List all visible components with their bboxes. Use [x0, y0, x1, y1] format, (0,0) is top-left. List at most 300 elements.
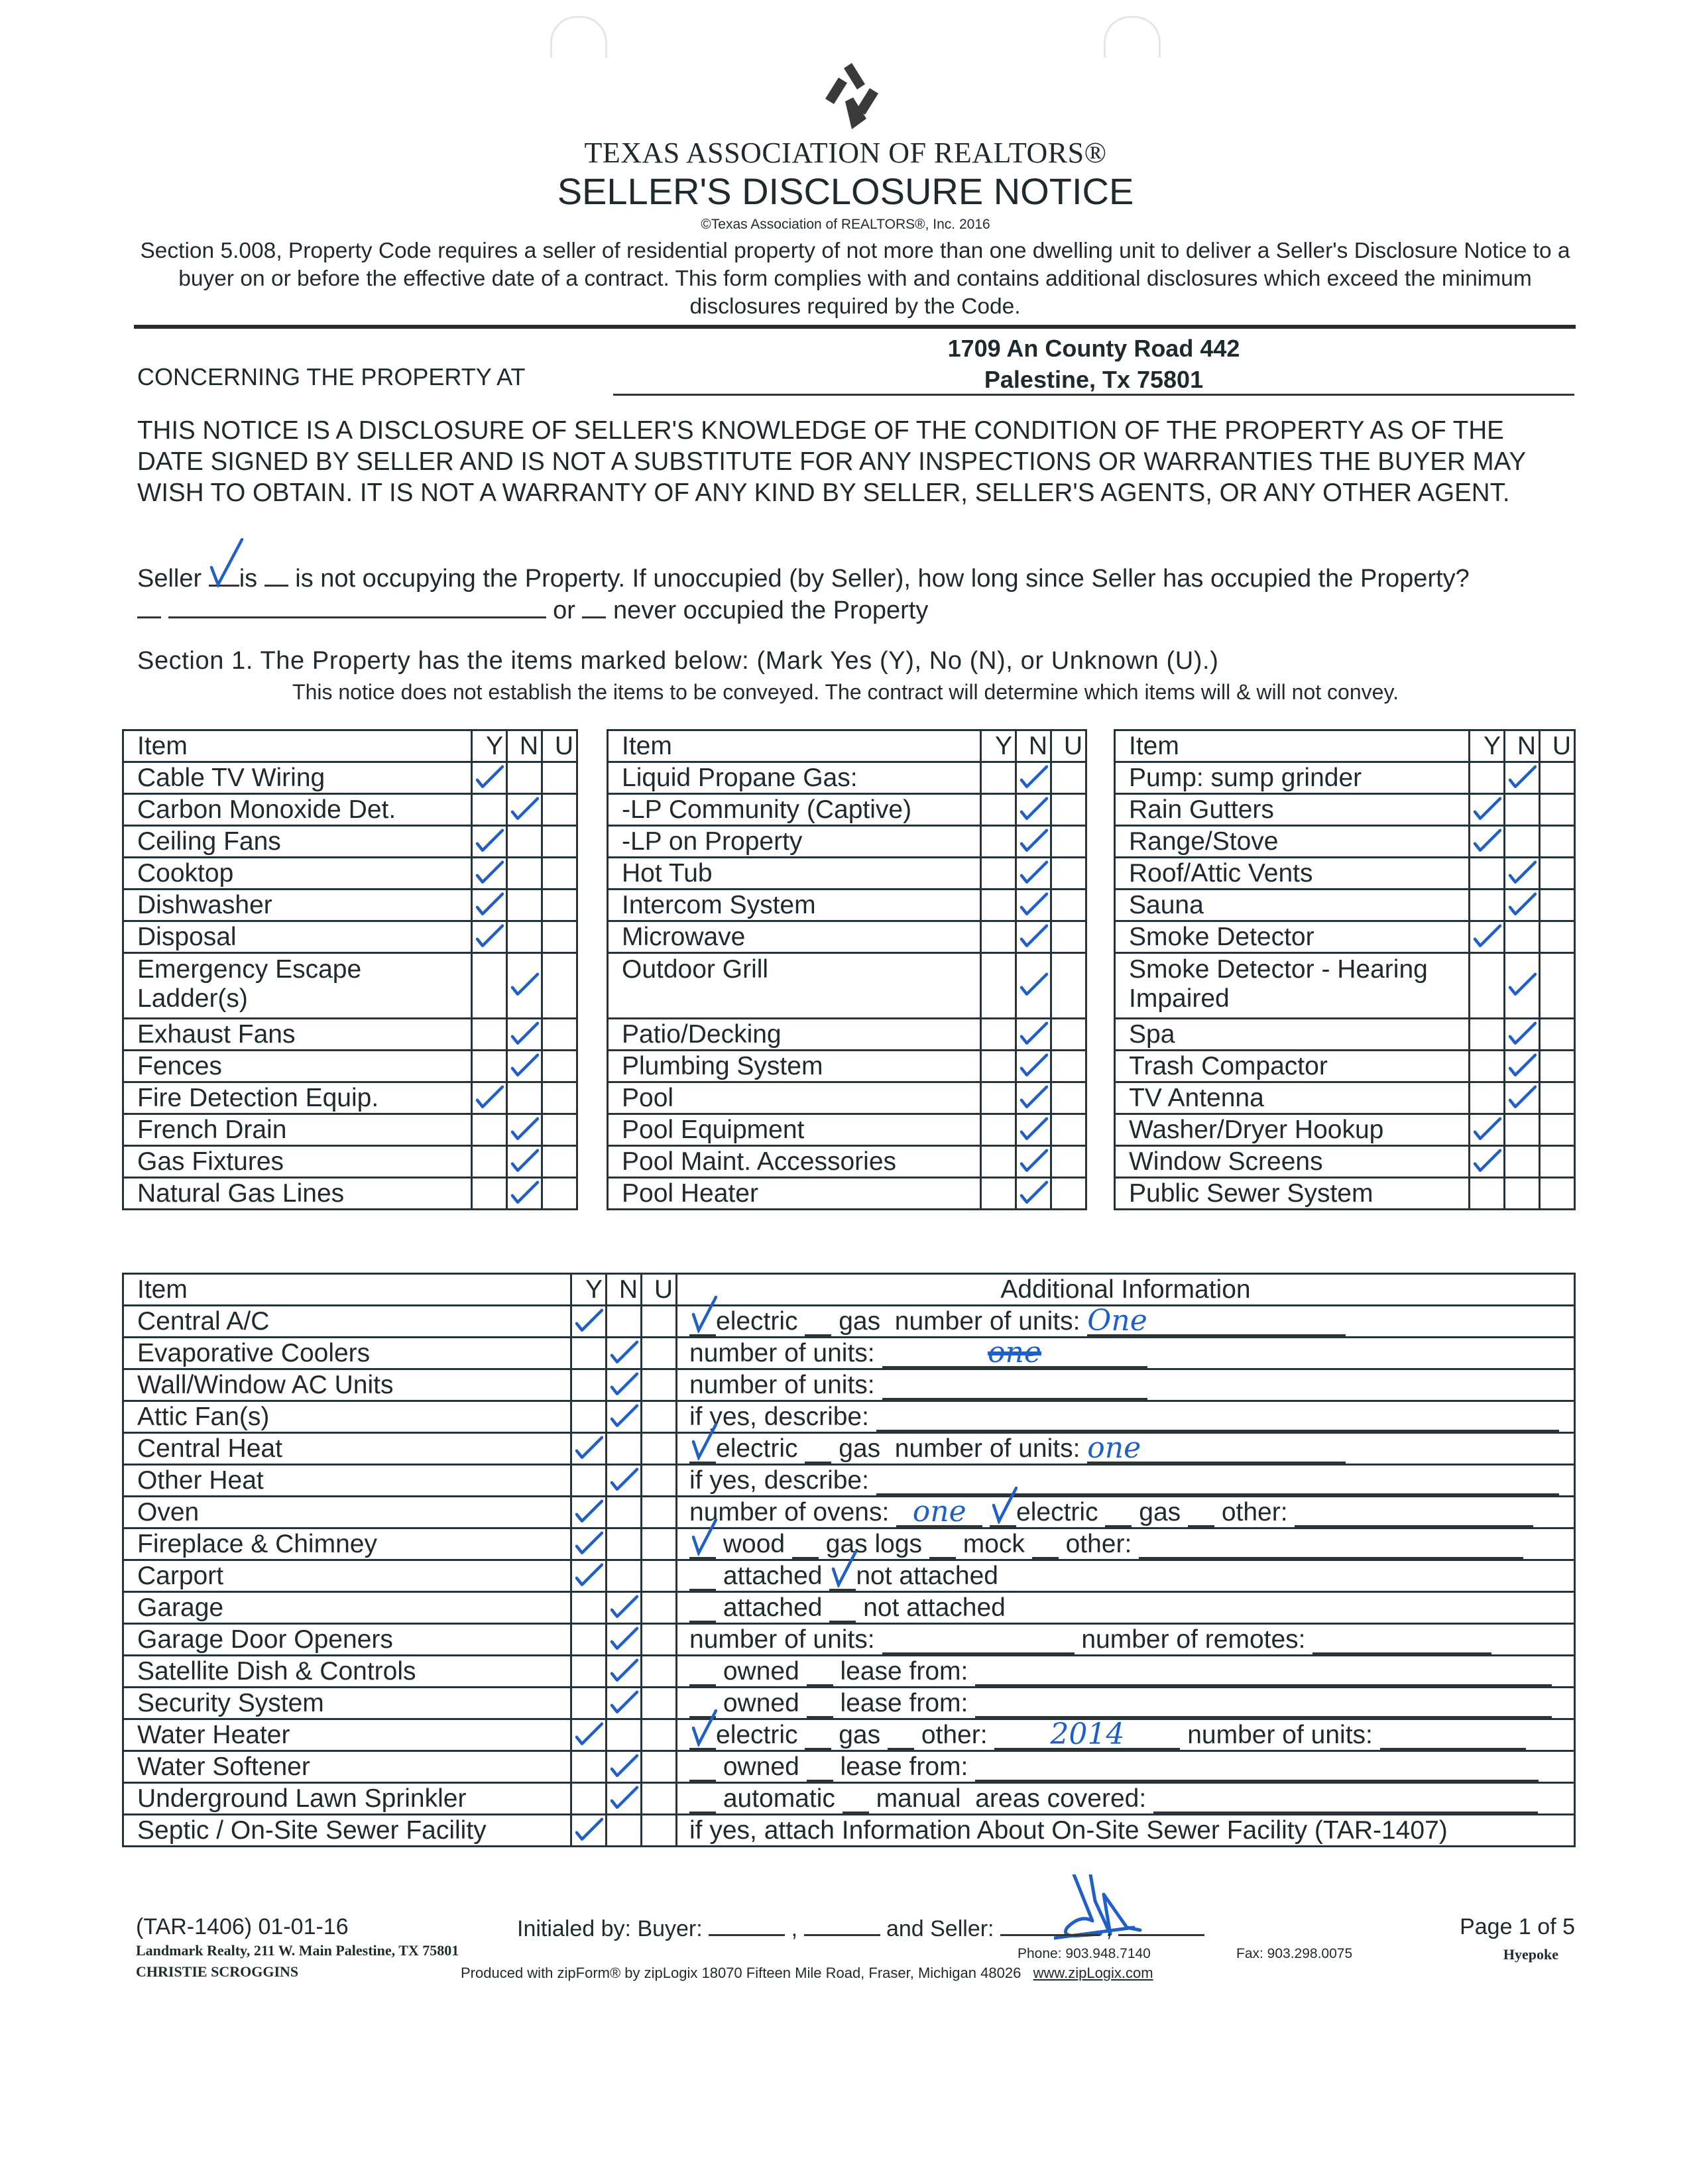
checkmark-icon: [475, 1082, 504, 1109]
other-checkbox[interactable]: [1032, 1530, 1059, 1559]
checkbox-u[interactable]: [1540, 1114, 1575, 1146]
items-table-3: [1114, 729, 1576, 1210]
column-header-n: N: [607, 1274, 642, 1306]
checkbox-u[interactable]: [1051, 953, 1086, 1019]
ziplogix-link[interactable]: www.zipLogix.com: [1033, 1965, 1153, 1981]
table-row: [123, 826, 577, 858]
item-label: Plumbing System: [608, 1051, 981, 1082]
checkbox-u[interactable]: [642, 1560, 677, 1592]
checkbox-y[interactable]: [571, 1369, 607, 1401]
checkbox-u[interactable]: [1051, 921, 1086, 953]
checkbox-u[interactable]: [1540, 1178, 1575, 1210]
checkbox-y[interactable]: [1470, 1114, 1505, 1146]
item-label: Dishwasher: [123, 890, 472, 921]
checkbox-y[interactable]: [1470, 1019, 1505, 1051]
checkbox-n[interactable]: [507, 794, 542, 826]
checkbox-n[interactable]: [1016, 890, 1051, 921]
checkbox-y[interactable]: [981, 762, 1016, 794]
checkbox-n[interactable]: [1016, 1178, 1051, 1210]
checkmark-icon: [510, 1178, 539, 1204]
checkbox-n[interactable]: [607, 1528, 642, 1560]
checkbox-n[interactable]: [507, 921, 542, 953]
areas-covered-field[interactable]: [1153, 1785, 1538, 1813]
checkbox-u[interactable]: [1051, 1082, 1086, 1114]
other-checkbox[interactable]: [888, 1721, 914, 1750]
checkmark-icon: [1019, 1114, 1048, 1141]
checkbox-n[interactable]: [607, 1624, 642, 1656]
item-label: Attic Fan(s): [123, 1401, 571, 1433]
checkbox-u[interactable]: [642, 1401, 677, 1433]
owned-checkbox[interactable]: [689, 1658, 716, 1686]
owned-label: owned: [723, 1656, 799, 1686]
checkbox-u[interactable]: [1540, 1051, 1575, 1082]
checkbox-n[interactable]: [1505, 921, 1540, 953]
checkbox-n[interactable]: [507, 1114, 542, 1146]
checkmark-icon: [574, 1560, 603, 1587]
checkbox-n[interactable]: [1505, 953, 1540, 1019]
checkbox-u[interactable]: [1051, 890, 1086, 921]
checkbox-n[interactable]: [1505, 762, 1540, 794]
checkbox-u[interactable]: [642, 1783, 677, 1815]
units-field[interactable]: [1380, 1721, 1526, 1750]
lease-from-label: lease from:: [840, 1752, 968, 1781]
checkbox-u[interactable]: [1540, 890, 1575, 921]
checkbox-y[interactable]: [472, 1146, 507, 1178]
checkbox-u[interactable]: [1540, 794, 1575, 826]
checkbox-u[interactable]: [1540, 1146, 1575, 1178]
checkbox-n[interactable]: [1505, 858, 1540, 890]
automatic-label: automatic: [723, 1784, 835, 1813]
checkbox-u[interactable]: [1540, 1082, 1575, 1114]
checkbox-y[interactable]: [571, 1815, 607, 1847]
checkbox-y[interactable]: [981, 1114, 1016, 1146]
checkbox-n[interactable]: [1505, 890, 1540, 921]
checkbox-y[interactable]: [1470, 858, 1505, 890]
checkbox-y[interactable]: [571, 1592, 607, 1624]
number-of-units-label: number of units:: [894, 1306, 1080, 1336]
checkbox-u[interactable]: [542, 762, 577, 794]
electric-checkbox[interactable]: [689, 1721, 716, 1750]
checkbox-u[interactable]: [642, 1306, 677, 1338]
checkbox-y[interactable]: [571, 1624, 607, 1656]
duration-field[interactable]: [168, 597, 546, 618]
checkbox-u[interactable]: [1540, 762, 1575, 794]
checkbox-n[interactable]: [1016, 921, 1051, 953]
remotes-field[interactable]: [1312, 1626, 1491, 1654]
checkbox-n[interactable]: [1016, 762, 1051, 794]
gas-logs-checkbox[interactable]: [792, 1530, 819, 1559]
checkbox-y[interactable]: [981, 1178, 1016, 1210]
checkbox-u[interactable]: [542, 826, 577, 858]
checkbox-u[interactable]: [642, 1592, 677, 1624]
checkbox-y[interactable]: [571, 1783, 607, 1815]
checkbox-y[interactable]: [472, 826, 507, 858]
checkmark-icon: [689, 1294, 719, 1333]
describe-field[interactable]: [876, 1467, 1559, 1495]
checkbox-u[interactable]: [1540, 826, 1575, 858]
checkbox-y[interactable]: [472, 921, 507, 953]
checkbox-u[interactable]: [1540, 921, 1575, 953]
number-of-remotes-label: number of remotes:: [1081, 1625, 1306, 1654]
checkbox-y[interactable]: [1470, 1146, 1505, 1178]
checkbox-y[interactable]: [1470, 953, 1505, 1019]
checkbox-y[interactable]: [472, 1019, 507, 1051]
checkbox-y[interactable]: [1470, 1082, 1505, 1114]
buyer-initials-field-2[interactable]: [804, 1914, 880, 1936]
checkbox-n[interactable]: [1505, 826, 1540, 858]
column-header-n: N: [1505, 730, 1540, 762]
checkbox-n[interactable]: [1505, 1114, 1540, 1146]
checkmark-icon: [1019, 1178, 1048, 1204]
checkbox-y[interactable]: [571, 1751, 607, 1783]
checkbox-n[interactable]: [607, 1338, 642, 1369]
checkbox-y[interactable]: [472, 953, 507, 1019]
checkbox-n[interactable]: [507, 1051, 542, 1082]
checkbox-u[interactable]: [642, 1751, 677, 1783]
checkbox-n[interactable]: [607, 1306, 642, 1338]
table-row: [123, 1369, 1575, 1401]
lease-from-field[interactable]: [975, 1690, 1552, 1718]
checkmark-icon: [1472, 1146, 1501, 1173]
checkbox-y[interactable]: [981, 794, 1016, 826]
checkbox-n[interactable]: [1016, 826, 1051, 858]
checkbox-y[interactable]: [981, 1019, 1016, 1051]
checkbox-n[interactable]: [507, 858, 542, 890]
gas-logs-label: gas logs: [825, 1529, 923, 1558]
checkbox-n[interactable]: [607, 1433, 642, 1465]
checkbox-y[interactable]: [472, 794, 507, 826]
checkbox-u[interactable]: [542, 1146, 577, 1178]
table-row: [1115, 953, 1575, 1019]
checkbox-y[interactable]: [1470, 826, 1505, 858]
units-field[interactable]: [882, 1371, 1147, 1400]
checkbox-y[interactable]: [472, 890, 507, 921]
checkbox-u[interactable]: [1051, 1146, 1086, 1178]
checkbox-n[interactable]: [1016, 1114, 1051, 1146]
checkmark-icon: [475, 858, 504, 884]
item-label: Underground Lawn Sprinkler: [123, 1783, 571, 1815]
checkbox-n[interactable]: [1016, 1051, 1051, 1082]
checkbox-n[interactable]: [1505, 1082, 1540, 1114]
checkbox-y[interactable]: [981, 1051, 1016, 1082]
checkbox-y[interactable]: [571, 1497, 607, 1528]
checkbox-y[interactable]: [1470, 1178, 1505, 1210]
other-field[interactable]: [1139, 1530, 1523, 1559]
checkbox-y[interactable]: [981, 1146, 1016, 1178]
other-field[interactable]: [1295, 1499, 1533, 1527]
checkbox-u[interactable]: [1051, 762, 1086, 794]
checkbox-u[interactable]: [642, 1656, 677, 1688]
checkbox-y[interactable]: [981, 890, 1016, 921]
checkbox-y[interactable]: [1470, 1051, 1505, 1082]
checkbox-y[interactable]: [571, 1338, 607, 1369]
checkbox-u[interactable]: [542, 953, 577, 1019]
gas-checkbox[interactable]: [1105, 1499, 1132, 1527]
checkbox-y[interactable]: [981, 1082, 1016, 1114]
checkbox-y[interactable]: [1470, 762, 1505, 794]
column-header-item: Item: [608, 730, 981, 762]
checkbox-n[interactable]: [1016, 794, 1051, 826]
checkbox-n[interactable]: [507, 1082, 542, 1114]
checkbox-u[interactable]: [642, 1497, 677, 1528]
checkbox-y[interactable]: [981, 921, 1016, 953]
electric-checkbox[interactable]: [990, 1499, 1016, 1527]
seller-initials-field-2[interactable]: [1118, 1914, 1204, 1936]
units-field[interactable]: [1087, 1430, 1346, 1465]
lease-checkbox[interactable]: [807, 1658, 833, 1686]
checkbox-u[interactable]: [642, 1433, 677, 1465]
seller-initials-field-1[interactable]: [1000, 1914, 1100, 1936]
table-header-row: [123, 730, 577, 762]
table-row: [123, 1178, 577, 1210]
checkbox-u[interactable]: [542, 858, 577, 890]
column-header-n: N: [1016, 730, 1051, 762]
checkbox-n[interactable]: [607, 1751, 642, 1783]
agent-name: CHRISTIE SCROGGINS: [136, 1963, 299, 1980]
checkbox-y[interactable]: [472, 1114, 507, 1146]
checkbox-n[interactable]: [507, 826, 542, 858]
gas-label: gas: [839, 1306, 881, 1336]
checkmark-icon: [1472, 826, 1501, 852]
automatic-checkbox[interactable]: [689, 1785, 716, 1813]
checkbox-n[interactable]: [607, 1656, 642, 1688]
table-row: [1115, 1019, 1575, 1051]
checkbox-y[interactable]: [981, 953, 1016, 1019]
gas-checkbox[interactable]: [805, 1721, 831, 1750]
not-attached-checkbox[interactable]: [829, 1594, 856, 1623]
checkbox-n[interactable]: [1016, 858, 1051, 890]
checkmark-icon: [609, 1624, 638, 1650]
checkbox-y[interactable]: [472, 762, 507, 794]
checkmark-icon: [1472, 921, 1501, 948]
checkmark-icon: [1507, 858, 1537, 884]
column-header-y: Y: [571, 1274, 607, 1306]
table-row: [1115, 1082, 1575, 1114]
checkbox-y[interactable]: [571, 1401, 607, 1433]
checkbox-y[interactable]: [571, 1656, 607, 1688]
buyer-initials-label: Initialed by: Buyer:: [517, 1916, 703, 1941]
checkbox-y[interactable]: [1470, 794, 1505, 826]
checkbox-u[interactable]: [642, 1815, 677, 1847]
is-occupying-checkbox[interactable]: [209, 565, 239, 587]
checkbox-y[interactable]: [981, 826, 1016, 858]
checkbox-u[interactable]: [1051, 858, 1086, 890]
checkbox-n[interactable]: [507, 890, 542, 921]
units-field[interactable]: [882, 1626, 1075, 1654]
disclosure-notice: THIS NOTICE IS A DISCLOSURE OF SELLER'S KNOWLEDGE OF THE CONDITION OF THE PROPERTY AS OF THE DATE SIGNED BY SELLER AND IS NOT A SUBSTITUTE FOR ANY INSPECTIONS OR WARRANTIES THE BUYER MAY WISH TO OBTAIN. IT IS NOT A WARRANTY OF ANY KIND BY SELLER, SELLER'S AGENTS, OR ANY OTHER AGENT.: [137, 416, 1526, 507]
checkbox-u[interactable]: [1540, 953, 1575, 1019]
checkmark-icon: [475, 921, 504, 948]
checkbox-n[interactable]: [607, 1465, 642, 1497]
checkbox-u[interactable]: [542, 1051, 577, 1082]
checkbox-y[interactable]: [571, 1560, 607, 1592]
checkmark-icon: [609, 1688, 638, 1714]
checkbox-u[interactable]: [642, 1465, 677, 1497]
checkbox-n[interactable]: [607, 1401, 642, 1433]
checkbox-n[interactable]: [1505, 1019, 1540, 1051]
checkbox-u[interactable]: [1540, 1019, 1575, 1051]
table-row: [123, 1465, 1575, 1497]
checkmark-icon: [1507, 890, 1537, 916]
checkbox-u[interactable]: [1051, 1051, 1086, 1082]
checkbox-u[interactable]: [642, 1528, 677, 1560]
checkbox-y[interactable]: [571, 1306, 607, 1338]
file-name: Hyepoke: [1503, 1946, 1558, 1963]
intro-paragraph: Section 5.008, Property Code requires a seller of residential property of not more than one dwelling unit to deliver a Seller's Disclosure Notice to a buyer on or before the effective date of a contract. This form complies with and contains additional disclosures which exceed the minimum disclosures required by the Code.: [140, 239, 1570, 319]
checkbox-y[interactable]: [472, 1082, 507, 1114]
checkbox-u[interactable]: [542, 921, 577, 953]
initials-line: Initialed by: Buyer: , and Seller: ,: [517, 1914, 1204, 1942]
buyer-initials-field-1[interactable]: [709, 1914, 785, 1936]
checkbox-n[interactable]: [507, 1178, 542, 1210]
checkbox-n[interactable]: [1505, 1178, 1540, 1210]
mock-label: mock: [962, 1529, 1025, 1558]
column-header-y: Y: [981, 730, 1016, 762]
checkbox-n[interactable]: [607, 1497, 642, 1528]
electric-checkbox[interactable]: [689, 1435, 716, 1464]
units-field[interactable]: [1087, 1303, 1346, 1338]
checkbox-n[interactable]: [607, 1719, 642, 1751]
occupancy-duration-line: [137, 597, 928, 625]
checkbox-u[interactable]: [542, 1082, 577, 1114]
owned-label: owned: [723, 1752, 799, 1781]
checkmark-icon: [689, 1517, 719, 1556]
column-header-u: U: [542, 730, 577, 762]
attached-checkbox[interactable]: [689, 1562, 716, 1591]
checkbox-n[interactable]: [607, 1783, 642, 1815]
checkbox-n[interactable]: [507, 762, 542, 794]
checkbox-y[interactable]: [472, 858, 507, 890]
checkbox-n[interactable]: [607, 1560, 642, 1592]
checkbox-u[interactable]: [542, 1114, 577, 1146]
ovens-field[interactable]: [896, 1494, 982, 1528]
mock-checkbox[interactable]: [929, 1530, 956, 1559]
checkbox-y[interactable]: [472, 1178, 507, 1210]
checkmark-icon: [510, 1114, 539, 1141]
item-label: Garage Door Openers: [123, 1624, 571, 1656]
item-label: Public Sewer System: [1115, 1178, 1470, 1210]
checkbox-n[interactable]: [1505, 1051, 1540, 1082]
checkbox-u[interactable]: [1051, 1114, 1086, 1146]
other-label: other:: [1065, 1529, 1132, 1558]
checkbox-y[interactable]: [571, 1433, 607, 1465]
checkbox-y[interactable]: [1470, 890, 1505, 921]
duration-checkbox[interactable]: [137, 597, 161, 618]
checkmark-icon: [1019, 921, 1048, 948]
item-label: Microwave: [608, 921, 981, 953]
checkbox-u[interactable]: [1540, 858, 1575, 890]
item-label: Water Softener: [123, 1751, 571, 1783]
checkmark-icon: [829, 1549, 858, 1587]
never-occupied-checkbox[interactable]: [582, 597, 606, 618]
manual-checkbox[interactable]: [843, 1785, 869, 1813]
checkbox-n[interactable]: [1505, 794, 1540, 826]
checkbox-u[interactable]: [642, 1624, 677, 1656]
lease-from-field[interactable]: [975, 1753, 1539, 1782]
or-label: or: [553, 597, 575, 624]
checkbox-u[interactable]: [542, 794, 577, 826]
units-field[interactable]: [882, 1335, 1147, 1369]
checkbox-u[interactable]: [642, 1719, 677, 1751]
areas-covered-label: areas covered:: [975, 1784, 1147, 1813]
checkbox-u[interactable]: [1051, 794, 1086, 826]
checkbox-u[interactable]: [542, 1019, 577, 1051]
checkbox-u[interactable]: [542, 1178, 577, 1210]
not-attached-checkbox[interactable]: [829, 1562, 856, 1591]
table-header-row: [608, 730, 1086, 762]
checkbox-y[interactable]: [571, 1719, 607, 1751]
checkmark-icon: [609, 1751, 638, 1778]
wood-checkbox[interactable]: [689, 1530, 716, 1559]
describe-field[interactable]: [876, 1403, 1559, 1432]
checkbox-u[interactable]: [1051, 1019, 1086, 1051]
checkbox-n[interactable]: [1505, 1146, 1540, 1178]
property-address-line2[interactable]: Palestine, Tx 75801: [984, 366, 1204, 393]
other-checkbox[interactable]: [1188, 1499, 1214, 1527]
checkbox-u[interactable]: [642, 1338, 677, 1369]
gas-checkbox[interactable]: [805, 1435, 831, 1464]
central-ac-units-value: One: [1087, 1303, 1147, 1338]
item-label: Patio/Decking: [608, 1019, 981, 1051]
checkbox-n[interactable]: [507, 1019, 542, 1051]
checkbox-u[interactable]: [542, 890, 577, 921]
checkbox-n[interactable]: [607, 1592, 642, 1624]
checkbox-u[interactable]: [642, 1688, 677, 1719]
checkbox-n[interactable]: [1016, 1146, 1051, 1178]
checkbox-n[interactable]: [607, 1688, 642, 1719]
checkbox-y[interactable]: [981, 858, 1016, 890]
checkbox-n[interactable]: [607, 1815, 642, 1847]
lease-checkbox[interactable]: [807, 1690, 833, 1718]
item-label: Natural Gas Lines: [123, 1178, 472, 1210]
lease-checkbox[interactable]: [807, 1753, 833, 1782]
gas-checkbox[interactable]: [805, 1308, 831, 1336]
checkbox-u[interactable]: [1051, 1178, 1086, 1210]
checkbox-u[interactable]: [1051, 826, 1086, 858]
checkbox-n[interactable]: [1016, 1019, 1051, 1051]
checkbox-y[interactable]: [472, 1051, 507, 1082]
property-address-line1[interactable]: 1709 An County Road 442: [947, 335, 1240, 362]
item-label: Fences: [123, 1051, 472, 1082]
lease-from-field[interactable]: [975, 1658, 1552, 1686]
is-not-label: is not occupying the Property. If unoccupied (by Seller), how long since Seller has occupied the Property?: [295, 565, 1470, 593]
checkmark-icon: [475, 890, 504, 916]
checkmark-icon: [1019, 858, 1048, 884]
checkbox-n[interactable]: [607, 1369, 642, 1401]
checkbox-y[interactable]: [571, 1688, 607, 1719]
column-header-additional: Additional Information: [677, 1274, 1575, 1306]
electric-checkbox[interactable]: [689, 1308, 716, 1336]
owned-checkbox[interactable]: [689, 1753, 716, 1782]
checkbox-y[interactable]: [571, 1465, 607, 1497]
attached-checkbox[interactable]: [689, 1594, 716, 1623]
checkbox-y[interactable]: [571, 1528, 607, 1560]
checkmark-icon: [574, 1815, 603, 1841]
additional-info: [677, 1528, 1575, 1560]
checkbox-n[interactable]: [1016, 1082, 1051, 1114]
item-label: Pool: [608, 1082, 981, 1114]
is-not-occupying-checkbox[interactable]: [264, 565, 288, 587]
checkbox-n[interactable]: [507, 1146, 542, 1178]
checkbox-n[interactable]: [507, 953, 542, 1019]
checkbox-y[interactable]: [1470, 921, 1505, 953]
checkbox-n[interactable]: [1016, 953, 1051, 1019]
table-row: [1115, 826, 1575, 858]
other-field[interactable]: [994, 1717, 1180, 1751]
checkbox-u[interactable]: [642, 1369, 677, 1401]
produced-by: [461, 1965, 1153, 1982]
column-header-y: Y: [472, 730, 507, 762]
